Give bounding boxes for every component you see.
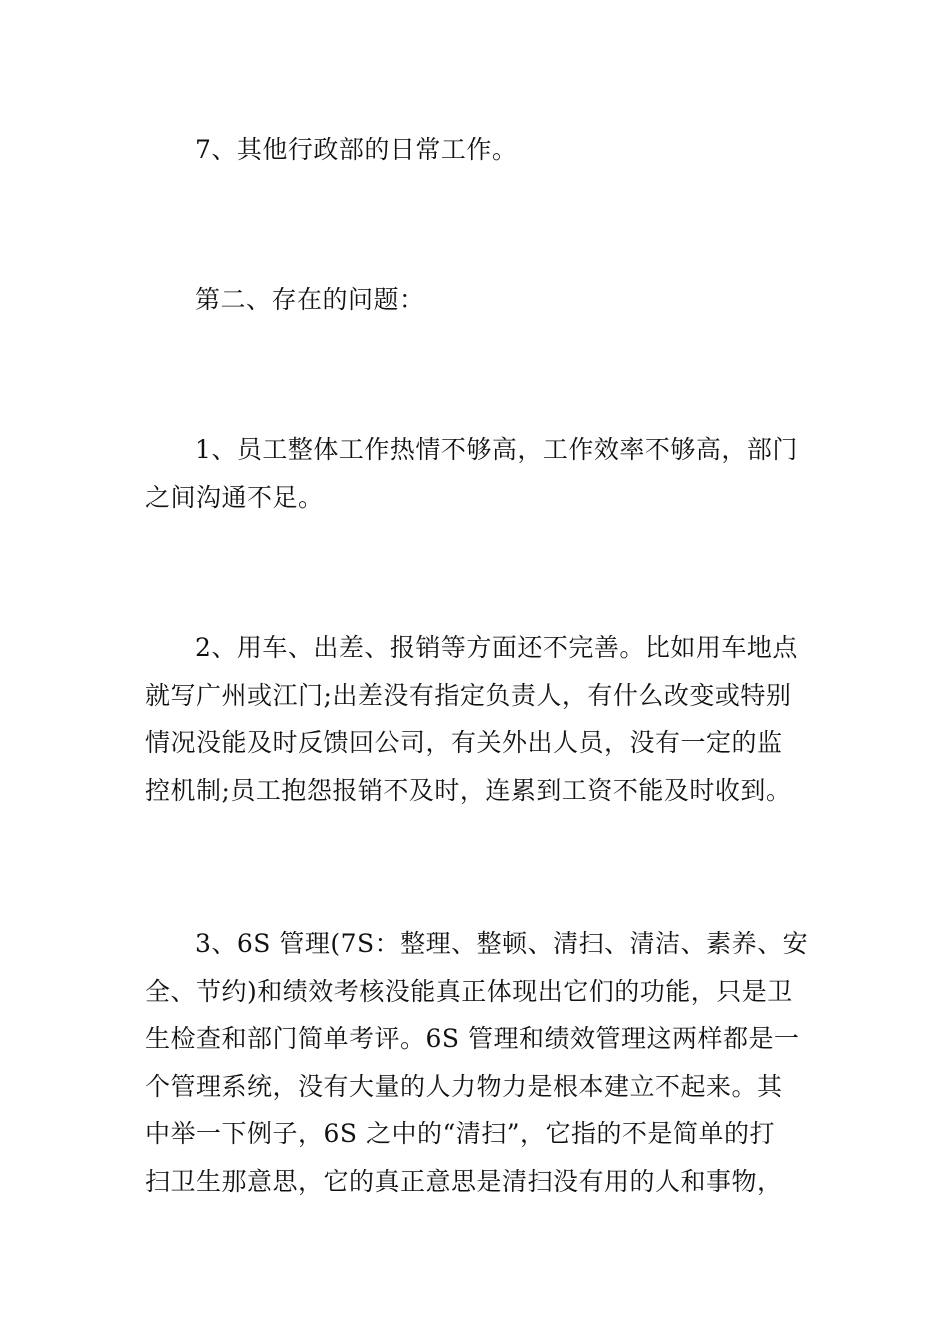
paragraph-problem-3 xyxy=(145,920,807,1205)
text-line: 第二、存在的问题： xyxy=(195,285,425,314)
paragraph-problem-2 xyxy=(145,624,807,814)
text-line: 3、6S 管理(7S：整理、整顿、清扫、清洁、素养、安 xyxy=(195,929,809,958)
text-line: 情况没能及时反馈回公司，有关外出人员，没有一定的监 xyxy=(145,728,783,757)
text-line: 全、节约)和绩效考核没能真正体现出它们的功能，只是卫 xyxy=(145,976,793,1006)
text-line: 就写广州或江门;出差没有指定负责人，有什么改变或特别 xyxy=(145,680,792,710)
text-line: 2、用车、出差、报销等方面还不完善。比如用车地点 xyxy=(195,633,798,662)
text-line: 个管理系统，没有大量的人力物力是根本建立不起来。其 xyxy=(145,1071,783,1101)
text-line: 扫卫生那意思，它的真正意思是清扫没有用的人和事物， xyxy=(145,1166,783,1196)
text-line: 之间沟通不足。 xyxy=(145,482,324,512)
text-line: 7、其他行政部的日常工作。 xyxy=(195,135,518,164)
text-line: 中举一下例子，6S 之中的“清扫”，它指的不是简单的打 xyxy=(145,1119,776,1148)
text-line: 控机制;员工抱怨报销不及时，连累到工资不能及时收到。 xyxy=(145,775,792,805)
paragraph-item-7 xyxy=(145,126,807,174)
text-line: 生检查和部门简单考评。6S 管理和绩效管理这两样都是一 xyxy=(145,1024,800,1053)
section-heading-problems xyxy=(145,276,807,324)
paragraph-problem-1 xyxy=(145,426,807,521)
text-line: 1、员工整体工作热情不够高，工作效率不够高，部门 xyxy=(195,435,798,464)
